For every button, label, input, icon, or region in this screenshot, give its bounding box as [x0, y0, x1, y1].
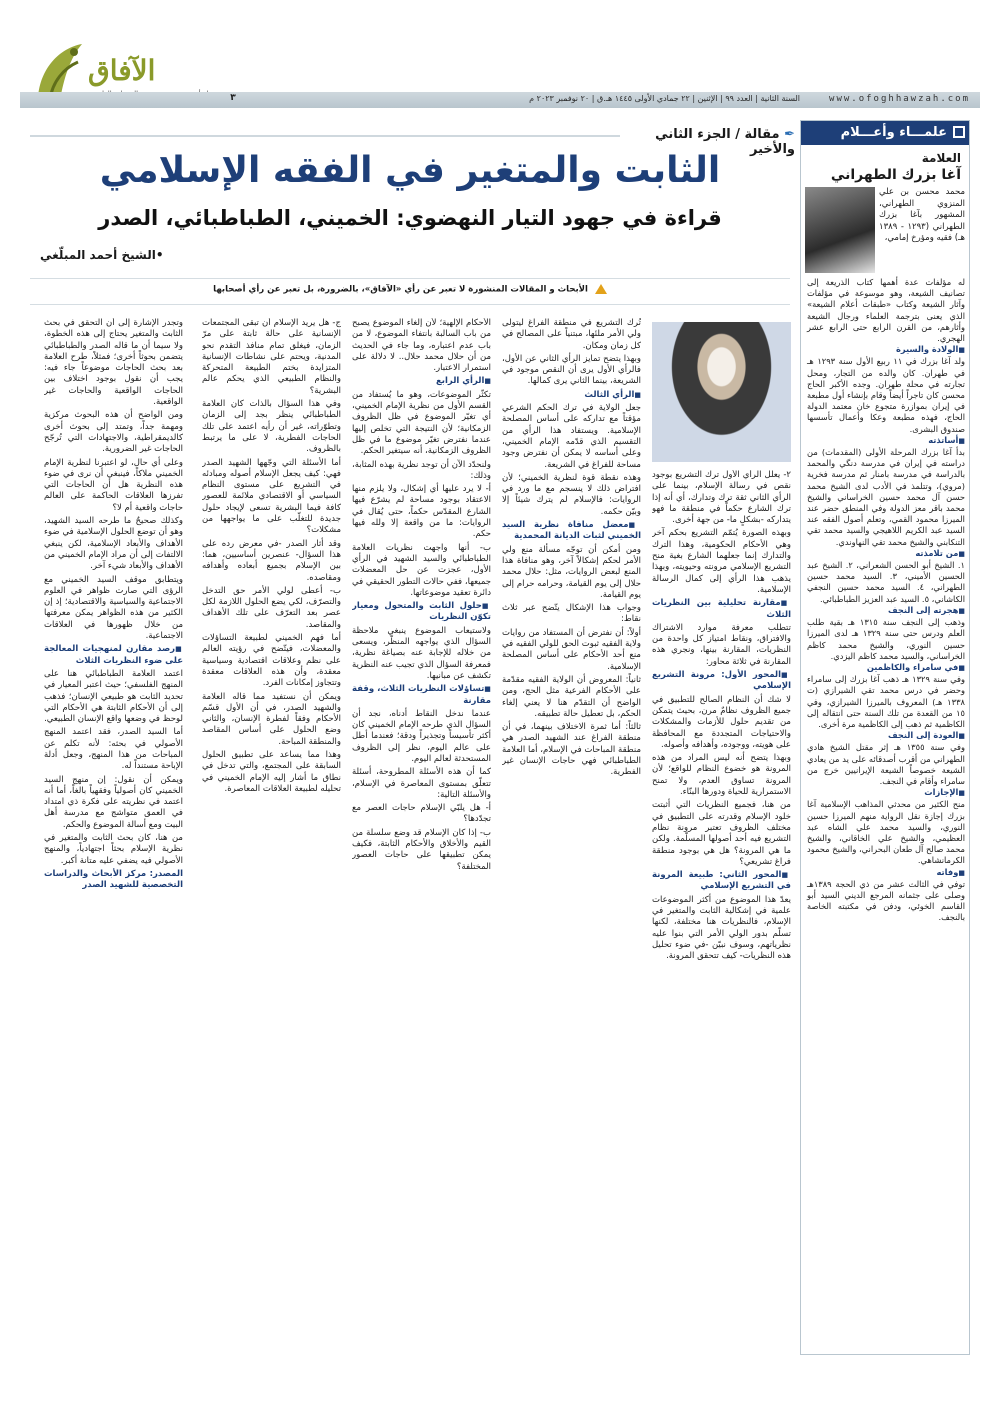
- paragraph: لا شك أن النظام الصالح للتطبيق في جميع الظروف نظامٌ مرن، بحيث يتمكن من تقديم حلول للأزمات والمشكلات والاحتياجات المتجددة مع المحافظة على هويته، ووجوده، وأهدافه وأصوله.: [652, 694, 791, 750]
- paragraph: وهذه نقطة قوة لنظرية الخميني؛ لأن افتراض ذلك لا ينسجم مع ما ورد في الروايات: فالإسلام لم يترك شيئاً إلا وبيّن حكمه.: [502, 472, 641, 517]
- paragraph: أ- هل يلبّي الإسلام حاجات العصر مع تجدّدها؟: [352, 803, 491, 825]
- paragraph: الأحكام الإلهية؛ لأن إلغاء الموضوع يصبح من باب السالبة بانتفاء الموضوع، لا من باب عدم اعتباره، وما جاء في الحديث من أن حلال محمد حلال.. لا دلالة على استمرار الاعتبار.: [352, 318, 491, 374]
- paragraph: أولاً: أن نفترض أن المستفاد من روايات ولاية الفقيه ثبوت الحق للولي الفقيه في منع أحد الأحكام على أساس المصلحة الإسلامية.: [502, 627, 641, 672]
- article-column-1: [652, 470, 791, 1348]
- article-author: •الشيخ أحمد المبلّغي: [40, 248, 164, 262]
- paragraph: ج- هل يريد الإسلام أن تبقى المجتمعات الإنسانية على حالة ثابتة على مرّ الزمان، فيغلق تمام منافذ التقدم نحو المدنية، ويحتم على نشاطات الإنسانية المتزايدة بختم الطبيعة المتحركة والنظام الطبيعي الذي يحكم عالم البشرية؟: [202, 318, 341, 396]
- subheading: ■ الرأي الرابع: [352, 376, 491, 387]
- sidebar-title-prefix: العلامة: [921, 151, 961, 165]
- sidebar-header-label: علمـــاء وأعـــلام: [840, 125, 947, 140]
- subheading: ■ المحور الثاني: طبيعة المرونة في التشريع الإسلامي: [652, 870, 791, 893]
- sidebar-subheading: ■ أساتذته: [807, 435, 965, 447]
- paragraph: وبهذه الصورة يُتمّم التشريع بحكم آخر وهي الأحكام الحكومية، وهذا الترك والتدارك إنما جعلهما الشارع بغية منح التشريع الإسلامي مرونته وحيويته، وبهذا يذهب هذا الرأي إلى كمال الرسالة الإسلامية.: [652, 528, 791, 595]
- sidebar-paragraph: وذهب إلى النجف سنة ١٣١٥ هـ بقية طلب العلم ودرس حتى سنة ١٣٢٩ هـ لدى الميرزا حسين النوري، والشيخ محمد كاظم الخراساني، والسيد محمد كاظم اليزدي.: [807, 617, 965, 661]
- square-bullet-icon: [953, 126, 965, 138]
- sidebar-header: [801, 121, 969, 145]
- paragraph: ومن أمكن أن توجّه مسألة منع ولي الأمر لحكم إشكالاً آخر، وهو منافاة هذا المنع لبعض الروايات، مثل: حلال محمد حلال إلى يوم القيامة، وحرامه حرام إلى يوم القيامة.: [502, 544, 641, 600]
- subheading: ■ حلول الثابت والمتحول ومعيار تكوّن النظريات: [352, 601, 491, 624]
- paragraph: من هنا، كان بحث الثابت والمتغير في نظرية الإسلام بحثاً اجتهادياً، والمنهج الأصولي فيه يضفي عليه متانة أكبر.: [44, 833, 183, 866]
- paragraph: وجواب هذا الإشكال يتّضح عبر ثلاث نقاط:: [502, 603, 641, 625]
- paragraph: وعلى أي حال، لو اعتبرنا لنظرية الإمام الخميني ملاكاً، فينبغي أن نرى في ضوء هذه النظرية هل أن الحاجات التي تفرزها العلاقات الحاكمة على العالم حاجات واقعية أم لا؟: [44, 457, 183, 513]
- paragraph: وتجدر الإشارة إلى أن التحقق في بحث الثابت والمتغير يحتاج إلى هذه الخطوة، ولا سيما أن ما قاله الصدر والطباطبائي يتضمن بحوثاً أخرى؛ فمثلاً، طرح العلامة بعد بحث الحاجات موضوعاً جاء فيه: يجب أن نقول بوجود اختلاف بين الحاجات الواقعية والحاجات غير الواقعية.: [44, 318, 183, 408]
- paragraph: كما أن هذه الأسئلة المطروحة، أسئلة تتعلّق بمستوى المعاصرة في الإسلام، والأسئلة التالية:: [352, 767, 491, 800]
- disclaimer-text: الأبحاث و المقالات المنشورة لا تعبر عن رأي «الآفاق»، بالضرورة، بل تعبر عن رأي أصحابها: [213, 284, 588, 295]
- paragraph: عندما ندخل النقاط أدناه، نجد أن السؤال الذي طرحه الإمام الخميني كان أكثر تأسيساً وتجذيراً ودقة؛ فعندما أطل على عالم اليوم، نظر إلى الظروف المستحدثة لعالم اليوم.: [352, 708, 491, 764]
- paragraph: وكذلك صحيحٌ ما طرحه السيد الشهيد، وهو أن توضع الحلول الإسلامية في ضوء الأهداف والأبعاد الإسلامية، لكن ينبغي الالتفات إلى أن مراد الإمام الخميني من الأهداف والأبعاد شيء آخر.: [44, 516, 183, 572]
- subheading: ■ الرأي الثالث: [502, 390, 641, 401]
- paragraph: ثالثاً: أما ثمرة الاختلاف بينهما، في أن منطقة الفراغ عند الشهيد الصدر هي منطقة المباحات في الإسلام، أما العلامة الطباطبائي فهي حاجات الإنسان غير الفطرية.: [502, 722, 641, 778]
- article-column-4: [202, 318, 341, 1348]
- article-column-2: [502, 318, 641, 1348]
- subheading: ■ المحور الأول: مرونة التشريع الإسلامي: [652, 670, 791, 693]
- divider: [30, 135, 620, 137]
- source-note: المصدر: مركز الأبحاث والدراسات التخصصية للشهيد الصدر: [44, 868, 183, 891]
- sidebar-paragraph: وفي سنة ١٣٥٥ هـ إثر مقتل الشيخ هادي الطهراني من أقرب أصدقائه على يد من يعادي الشيعة خصوصاً الشيعة الإيرانيين خرج من سامراء وأقام في النجف.: [807, 742, 965, 786]
- sidebar-paragraph: له مؤلفات عدة أهمها كتاب الذريعة إلى تصانيف الشيعة، وهو موسوعة في مؤلفات وآثار الشيعة وكتاب «طبقات أعلام الشيعة» الذي يعنى بترجمة العلماء ورجال الشيعة وأثارهم، من القرن الرابع حتى الرابع عشر الهجري.: [807, 277, 965, 344]
- paragraph: أما السيد الصدر، فقد اعتمد المنهج الأصولي في بحثه: لأنه تكلم عن المباحات من هذا المنهج، وجعل أدلة الإباحة مستنداً له.: [44, 727, 183, 772]
- paragraph: ثانياً: المعروض أن الولاية الفقيه مقدّمة على الأحكام الفرعية مثل الحج، ومن الواضح أن التقدّم هنا لا يعني إلغاء الحكم، بل تعطيل حالة تطبيقه.: [502, 674, 641, 719]
- sidebar-paragraph: ١. الشيخ أبو الحسن الشعراني، ٢. الشيخ عبد الحسين الأميني، ٣. السيد محمد حسين الطهراني، ٤. السيد محمد حسين النجفي الكاشاني، ٥. السيد عبد العزيز الطباطبائي.: [807, 560, 965, 604]
- paragraph: أما فهم الخميني لطبيعة التساؤلات والمعضلات، فيتّضح في رؤيته العالم على نظم وعلاقات اقتصادية وسياسية معقدة، وأن هذه العلاقات معقدة وتتجاوز إمكانات الفرد.: [202, 633, 341, 689]
- sidebar-subheading: ■ العودة إلى النجف: [807, 730, 965, 742]
- divider: [30, 278, 790, 279]
- scholar-portrait: [805, 187, 875, 273]
- sidebar-paragraph: وفي سنة ١٣٢٩ هـ ذهب آغا بزرك إلى سامراء وحضر في درس محمد تقي الشيرازي (ت ١٣٣٨ هـ) المعروف بالميرزا الشيرازي، وفي ١٥ من القعدة من تلك السنة حتى انتقاله إلى الكاظمية ثم ذهب إلى الكاظمية مرة أخرى.: [807, 674, 965, 729]
- article-title: الثابت والمتغير في الفقه الإسلامي: [99, 150, 721, 191]
- paragraph: ويتطابق موقف السيد الخميني مع الرؤى التي صارت ظواهر في العلوم الاجتماعية والسياسية والاقتصادية؛ إذ إن الكثير من هذه الظواهر يمكن معرفتها من خلال ظهورها في العلاقات الاجتماعية.: [44, 574, 183, 642]
- article-subtitle: قراءة في جهود التيار النهضوي: الخميني، الطباطبائي، الصدر: [98, 206, 722, 230]
- masthead: [0, 0, 1000, 112]
- paragraph: وبهذا يتضح أنه ليس المراد من هذه المرونة هو خضوع النظام للواقع؛ لأن المرونة تساوق العدم، ولا تمنح الاستمرارية للحياة ودورها البنّاء.: [652, 753, 791, 798]
- page-number: ٣: [230, 93, 236, 103]
- sidebar-title: آغا بزرك الطهراني: [830, 167, 961, 183]
- subheading: ■ تساؤلات النظريات الثلاث، وقفة مقارنة: [352, 684, 491, 707]
- section-tag-label: مقالة / الجزء الثاني والأخير: [655, 127, 795, 157]
- divider: [30, 304, 790, 305]
- paragraph: ولاستيعاب الموضوع ينبغي ملاحظة السؤال الذي يواجهه المنظّر، ويسعى من خلاله للإجابة عنه بصياغة نظرية، فمعرفة السؤال الذي تجيب عنه النظرية تكشف عن مبانيها.: [352, 625, 491, 681]
- subheading: ■ رصد مقارن لمنهجيات المعالجة على ضوء النظريات الثلاث: [44, 644, 183, 667]
- subheading: ■ معضل منافاة نظرية السيد الخميني لثبات الديانة المحمدية: [502, 520, 641, 543]
- website-url[interactable]: www.ofoghhawzah.com: [829, 94, 970, 104]
- scholars-sidebar: [800, 120, 970, 1355]
- paragraph: تكثّر الموضوعات، وهو ما يُستفاد من القسم الأول من نظرية الإمام الخميني، أي تغيّر الموضوع في ظل الظروف الزمكانية؛ لأن النتيجة التي تخلص إليها عندما نفترض تغيّر موضوع ما في ظل الظروف الزمكانية، أنه سيتغير الحكم.: [352, 389, 491, 457]
- warning-icon: [595, 284, 607, 294]
- paragraph: يعدّ هذا الموضوع من أكثر الموضوعات علمية في إشكالية الثابت والمتغير في الإسلام، فالنظريات هنا مختلفة، لكنها تسلّم بدور الولي الأمر التي بنوا عليه نظرياتهم، وسوف نبيّن -في ضوء تحليل هذه النظريات- كيف تتحقق المرونة.: [652, 894, 791, 962]
- sidebar-subheading: ■ من تلامذته: [807, 548, 965, 560]
- sidebar-subheading: ■ الإجازات: [807, 787, 965, 799]
- paragraph: وهذا مما يساعد على تطبيق الحلول السابقة على المجتمع، والتي تدخل في نطاق ما أشار إليه الإمام الخميني في تحليله لطبيعة العلاقات المعاصرة.: [202, 749, 341, 794]
- paragraph: ويمكن أن نقول: إن منهج السيد الخميني كان أصولياً وفقهياً بالغاً، أما أنه اعتمد في نظريته على فكرة ذي امتداد في العمق متواشج مع مدرسة أهل البيت ومع أسالة الموضوع والحكم.: [44, 774, 183, 830]
- sidebar-paragraph: منح الكثير من محدثي المذاهب الإسلامية آغا بزرك إجازة نقل الرواية منهم الميرزا حسين النوري، والسيد محمد علي الشاه عبد العظيمي، والشيخ علي الخاقاني، والشيخ محمد صالح آل طعان البحراني، والشيخ محمود الكرمانشاهي.: [807, 799, 965, 866]
- paragraph: ولنحدّد الآن أن توجد نظرية بهذه المثابة، وذلك:: [352, 459, 491, 481]
- paragraph: أ- لا يرد عليها أي إشكال، ولا يلزم منها الاعتقاد بوجود مساحة لم يشرّع فيها الشارع المقدّس حكماً، حتى يُقال في الروايات: ما من واقعة إلا ولله فيها حكم.: [352, 484, 491, 540]
- logo-wordmark: الآفاق: [88, 54, 156, 87]
- sidebar-intro: محمد محسن بن علي المنزوي الطهراني، المشهور بآغا بزرك الطهراني (١٢٩٣ - ١٣٨٩ هـ) فقيه ومؤرخ إمامي،: [879, 187, 965, 243]
- sidebar-subheading: ■ الولادة والسيرة: [807, 344, 965, 356]
- paragraph: ومن الواضح أن هذه البحوث مركزية ومهمة جداً، وتمتد إلى بحوث أخرى كالديمقراطية، والاجتهادات التي تُرجّح الحاجات غير الضرورية.: [44, 410, 183, 455]
- paragraph: وبهذا يتضح تمايز الرأي الثاني عن الأول، فالرأي الأول يرى أن النقص موجود في الشريعة، بينما الثاني يرى كمالها.: [502, 353, 641, 387]
- disclaimer: [30, 284, 790, 295]
- paragraph: ب- أنها واجهت نظريات العلامة الطباطبائي والسيد الشهيد في الرأي الأول، عجزت عن حل المعضلات جميعها، ففي حالات التطور الحقيقي في دائرة تعقيد موضوعاتها.: [352, 542, 491, 598]
- paragraph: ٢- يعلّل الرأي الأول ترك التشريع بوجود نقص في رسالة الإسلام، بينما على الرأي الثاني ثقة ترك وتدارك، أي أنه إذا ترك الشارع حكماً في منطقة ما فهو يتداركه -بشكلٍ ما- من جهة أخرى.: [652, 470, 791, 526]
- paragraph: جعل الولاية في ترك الحكم الشرعي مؤقتاً مع تداركه على أساس المصلحة الإسلامية. ويستفاد هذا الرأي من التقسيم الذي قدّمه الإمام الخميني، وعلى أساسه لا يمكن أن نفترض وجود مساحة للفراغ في الشريعة.: [502, 403, 641, 470]
- sidebar-paragraph: بدأ آغا بزرك المرحلة الأولى (المقدمات) من دراسته في إيران في مدرسة دنگي والمحمد بالدراسة في مدرسة بامنار ثم مدرسة فخرية (مروي)، وتتلمذ في الأدب لدى الشيخ محمد حسن آل محمد حسين الخراساني والشيخ محمد باقر معز الدولة وفي المنطق حضر عند الميرزا محمود القمي، وتعلم أصول الفقه عند السيد عبد الكريم اللاهيجي والسيد محمد تقي التنكابني والشيخ محمد تقي النهاوندي.: [807, 447, 965, 547]
- author-portrait: [652, 322, 791, 462]
- subheading: ■ مقارنة تحليلية بين النظريات الثلاث: [652, 598, 791, 621]
- paragraph: تتطلب معرفة موارد الاشتراك والافتراق، ونقاط امتياز كل واحدة من النظريات، المقارنة بينها، ونجري هذه المقارنة في ثلاثة محاور:: [652, 622, 791, 667]
- article-column-3: [352, 318, 491, 1348]
- paragraph: وفي هذا السؤال بالذات كان العلامة الطباطبائي ينظر بجد إلى الزمان وتطوّراته، غير أن رأيه اعتمد على تلك الحاجات الفطرية، لا على ما يرتبط بالظروف.: [202, 399, 341, 455]
- sidebar-subheading: ■ هجرته إلى النجف: [807, 605, 965, 617]
- sidebar-paragraph: ولد آغا بزرك في ١١ ربيع الأول سنة ١٢٩٣ هـ في طهران. كان والده من التجار، ومحل تجارته في محلة طهران. وجده الأكبر الحاج محسن كان تاجراً أيضاً وقام بإنشاء أول مطبعة في إيران بموازرة متجوع خان معتمد الدولة الحاج، فهذه مطبعة وعكا وأعمال تأسسها صندوق البشرى.: [807, 356, 965, 434]
- paragraph: تُرك التشريع في منطقة الفراغ ليتولى ولي الأمر ملئها، مبتنياً على المصالح في كل زمان ومكان.: [502, 318, 641, 351]
- sidebar-body: [807, 277, 965, 924]
- paragraph: ويمكن أن نستفيد مما قاله العلامة والشهيد الصدر، في أن الأول قسّم الأحكام وفقاً لفطرة الإنسان، والثاني وضع الحلول على أساس المقاصد والمنطقة المباحة.: [202, 691, 341, 747]
- paragraph: من هنا، فجميع النظريات التي أثبتت خلود الإسلام وقدرته على التطبيق في مختلف الظروف تعتبر مرونة نظام التشريع فيه أحد أصولها المسلّمة. ولكن ما هي المرونة؟ هل هي بوجود منطقة فراغ تشريعي؟: [652, 800, 791, 867]
- article-column-5: [44, 318, 183, 1348]
- paragraph: اعتمد العلامة الطباطبائي هنا على المنهج الفلسفي؛ حيث اعتبر المعيار في تحديد الثابت هو طبيعي الإنسان؛ فذهب إلى أن الأحكام الثابتة هي الأحكام التي لوحظ في وضعها واقع الإنسان الطبيعي.: [44, 668, 183, 725]
- paragraph: أما الأسئلة التي وجّهها الشهيد الصدر فهي: كيف يجعل الإسلام أصوله ومبادئه في التشريع على مستوى النظام السياسي أو الاقتصادي ملائمة للعصور كافة فيما البشرية تسعى لإيجاد حلول جديدة للتغلّب على ما يواجهها من مشكلات؟: [202, 457, 341, 536]
- paragraph: ب- إذا كان الإسلام قد وضع سلسلة من القيم والأخلاق والأحكام الثابتة، فكيف يمكن تطبيقها على حاجات العصور المختلفة؟: [352, 827, 491, 872]
- paragraph: ب- أعطى لولي الأمر حق التدخل والتصرّف، لكي يضع الحلول اللازمة لكل عصر بعد التعرّف على تلك الأهداف والمقاصد.: [202, 585, 341, 630]
- sidebar-subheading: ■ وفاته: [807, 867, 965, 879]
- issue-info: السنة الثانية | العدد ٩٩ | الإثنين | ٢٢ جمادي الأولى ١٤٤٥ هـ.ق | ٢٠ نوفمبر ٢٠٢٣ م: [529, 94, 800, 103]
- feather-icon: ✒: [784, 127, 795, 142]
- sidebar-paragraph: توفي في الثالث عشر من ذي الحجة ١٣٨٩هـ وصلى على جثمانه المرجع الديني السيد أبو القاسم الخوئي، ودفن في مكتبته الخاصة بالنجف.: [807, 878, 965, 923]
- sidebar-subheading: ■ في سامراء والكاظمين: [807, 662, 965, 674]
- paragraph: وقد أثار الصدر -في معرض رده على هذا السؤال- عنصرين أساسيين، هما: بين الإسلام بجميع أبعاده وأهدافه ومقاصده.: [202, 538, 341, 583]
